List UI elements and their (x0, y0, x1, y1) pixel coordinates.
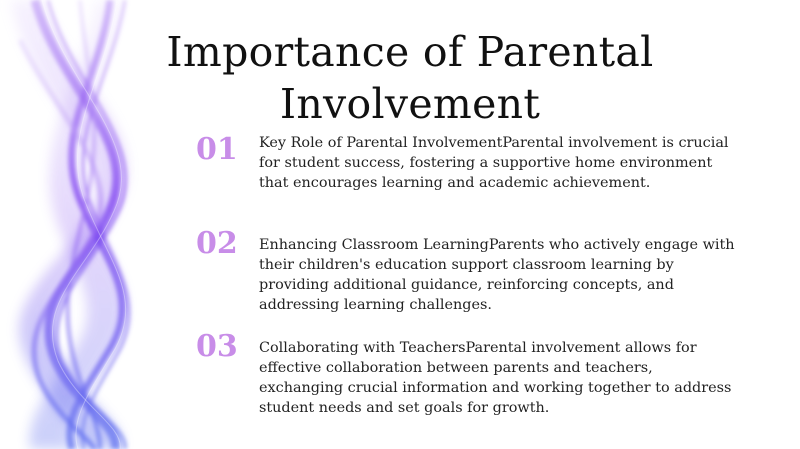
item-number: 02 (196, 226, 238, 261)
item-text: Key Role of Parental InvolvementParental involvement is crucial for student success, fostering a supportive home environment that encourages learning and academic achievement. (259, 135, 729, 191)
item-text: Collaborating with TeachersParental involvement allows for effective collaboration between parents and teachers, exchanging crucial information and working together to address student needs and set goals for growth. (259, 340, 732, 416)
item-text: Enhancing Classroom LearningParents who actively engage with their children's education support classroom learning by providing additional guidance, reinforcing concepts, and addressing learning challenges. (259, 237, 735, 313)
item-number: 03 (196, 329, 238, 364)
item-number: 01 (196, 132, 238, 167)
slide-title: Importance of Parental Involvement (166, 28, 654, 128)
